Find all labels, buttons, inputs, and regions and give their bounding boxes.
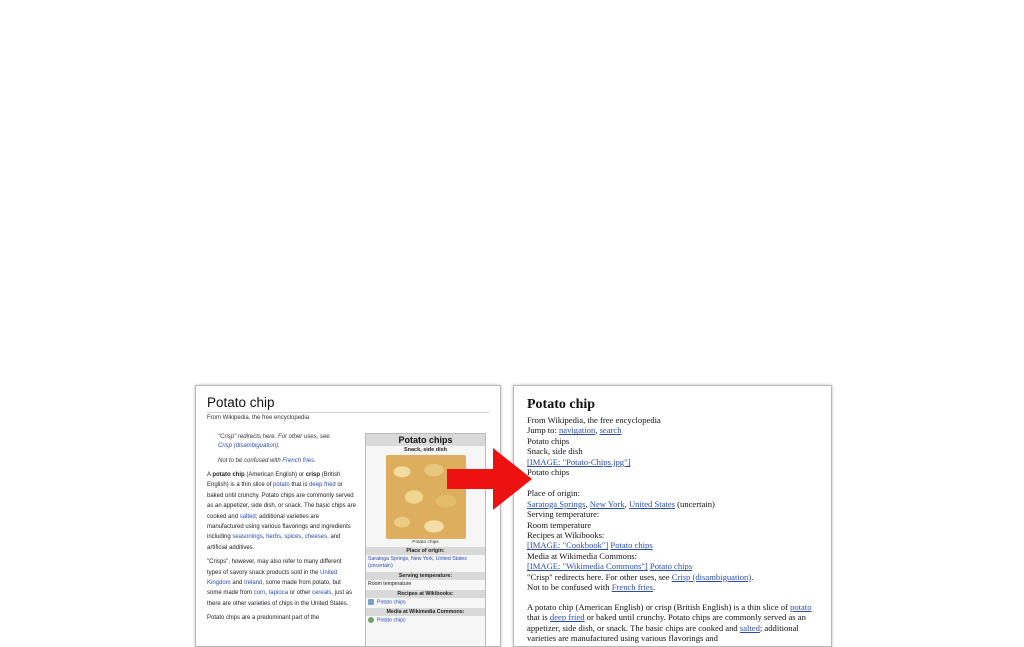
text-line xyxy=(527,551,753,561)
infobox-serving-header: Serving temperature: xyxy=(366,572,485,580)
page-subtitle: From Wikipedia, the free encyclopedia xyxy=(207,415,310,421)
inline-link[interactable]: United Kingdom xyxy=(207,569,338,587)
text-line xyxy=(527,572,753,582)
body-text: "Crisp" redirects here. For other uses, see xyxy=(527,571,672,582)
inline-link[interactable]: search xyxy=(599,425,622,436)
text-browser-panel xyxy=(513,385,832,647)
inline-link[interactable]: Potato chips xyxy=(649,561,693,572)
article-paragraph: Potato chips are a predominant part of the xyxy=(207,615,320,622)
page-title: Potato chip xyxy=(207,395,275,410)
body-text: ; additional varieties are manufactured using various flavorings and xyxy=(527,622,799,644)
infobox-media-header: Media at Wikimedia Commons: xyxy=(366,608,485,616)
body-text: or baked until crunchy. Potato chips are commonly served as an appetizer, side dish, or snack. The basic chips are cooked and xyxy=(527,612,806,633)
inline-link[interactable]: tapioca xyxy=(268,590,289,597)
body-text: (uncertain) xyxy=(675,498,715,509)
inline-link[interactable]: corn xyxy=(253,590,266,597)
text-line xyxy=(527,446,753,456)
body-text: A potato chip (American English) or crisp (British English) is a thin slice of xyxy=(527,602,791,612)
body-text: (American English) or xyxy=(244,472,306,478)
text-line xyxy=(527,415,753,425)
inline-link[interactable]: seasonings xyxy=(232,534,263,541)
body-text: Potato chips xyxy=(527,467,570,478)
bold-text: potato chip xyxy=(212,472,245,478)
right-arrow-icon xyxy=(447,448,532,510)
body-text: , xyxy=(265,590,269,597)
rendered-page-panel xyxy=(195,385,501,647)
body-text: , xyxy=(585,498,590,509)
title-divider xyxy=(207,412,489,413)
inline-link[interactable]: herbs xyxy=(266,534,282,541)
body-text: , xyxy=(595,425,600,436)
body-text: . xyxy=(751,571,754,582)
text-line xyxy=(527,509,753,519)
hatnote-redirect-text: "Crisp" redirects here. For other uses, see xyxy=(218,434,330,440)
body-text: Media at Wikimedia Commons: xyxy=(527,550,638,561)
text-line xyxy=(527,457,753,467)
body-text: that is xyxy=(289,482,310,489)
article-paragraph xyxy=(207,557,357,609)
body-text: Jump to: xyxy=(527,425,559,436)
body-text: , xyxy=(281,534,285,541)
body-text: Serving temperature: xyxy=(527,509,600,520)
text-line xyxy=(527,499,753,509)
infobox-origin-value[interactable]: Saratoga Springs, New York, United States (uncertain) xyxy=(368,556,467,569)
inline-link[interactable]: salted xyxy=(739,622,760,633)
body-text: Place of origin: xyxy=(527,488,580,499)
inline-link[interactable]: potato xyxy=(790,602,812,612)
text-line xyxy=(527,582,753,592)
text-line xyxy=(527,488,753,498)
inline-link[interactable]: spices xyxy=(284,534,302,541)
body-text: , xyxy=(262,534,267,541)
body-text: ; additional varieties are manufactured using various flavorings and ingredients including xyxy=(207,513,351,541)
text-page-title: Potato chip xyxy=(527,397,596,412)
infobox-caption: Potato chips xyxy=(412,540,439,545)
body-text: Not to be confused with xyxy=(527,582,612,593)
body-text: or baked until crunchy. Potato chips are commonly served as an appetizer, side dish, or snack. The basic chips are cooked and xyxy=(207,482,356,520)
infobox-subtitle: Snack, side dish xyxy=(403,447,448,453)
inline-link[interactable]: Crisp (disambiguation) xyxy=(671,571,752,582)
hatnote-confused-text: Not to be confused with xyxy=(218,458,281,464)
inline-link[interactable]: salted xyxy=(239,513,256,520)
text-line xyxy=(527,520,753,530)
inline-link[interactable]: potato xyxy=(273,482,290,489)
body-text: A xyxy=(207,472,213,478)
body-text: Recipes at Wikibooks: xyxy=(527,529,605,540)
recipes-link[interactable]: Potato chips xyxy=(377,599,406,606)
text-line xyxy=(527,436,753,446)
article-paragraph xyxy=(207,470,357,553)
infobox-title: Potato chips xyxy=(366,434,485,446)
body-text: Snack, side dish xyxy=(527,446,583,457)
french-fries-link[interactable]: French fries xyxy=(282,458,315,464)
inline-link[interactable]: [IMAGE: "Cookbook"] xyxy=(527,540,609,551)
inline-link[interactable]: [IMAGE: "Potato-Chips.jpg"] xyxy=(527,456,631,467)
wikibooks-icon xyxy=(368,599,374,605)
text-line xyxy=(527,425,753,435)
infobox-serving-value: Room temperature xyxy=(368,581,412,587)
body-text: Room temperature xyxy=(527,519,592,530)
inline-link[interactable]: [IMAGE: "Wikimedia Commons"] xyxy=(527,561,648,572)
text-line xyxy=(527,467,753,477)
body-text: From Wikipedia, the free encyclopedia xyxy=(527,415,661,425)
inline-link[interactable]: United States xyxy=(628,498,676,509)
text-line xyxy=(527,530,753,540)
hatnote-confused: Not to be confused with French fries. xyxy=(218,458,316,464)
body-text: , xyxy=(301,534,305,541)
body-text: (British English) is a thin slice of xyxy=(207,472,341,489)
bold-text: crisp xyxy=(305,472,321,478)
body-text: or other xyxy=(288,590,313,597)
media-link[interactable]: Potato chips xyxy=(377,617,406,624)
inline-link[interactable]: deep fried xyxy=(309,482,336,489)
infobox-recipes-header: Recipes at Wikibooks: xyxy=(366,590,485,598)
inline-link[interactable]: cheeses xyxy=(304,534,328,541)
body-text: , just as there are other varieties of chips in the United States. xyxy=(207,590,353,607)
text-line xyxy=(527,540,753,550)
body-text: and xyxy=(230,580,245,587)
body-text: , xyxy=(624,498,629,509)
inline-link[interactable]: Saratoga Springs xyxy=(527,498,586,509)
crisp-disambiguation-link[interactable]: Crisp (disambiguation) xyxy=(218,443,279,449)
body-text: , and artificial additives. xyxy=(207,534,341,551)
inline-link[interactable]: Potato chips xyxy=(610,540,653,551)
text-line xyxy=(527,561,753,571)
body-text: , some made from potato, but some made from xyxy=(207,580,341,597)
inline-link[interactable]: Ireland xyxy=(244,580,263,587)
inline-link[interactable]: New York xyxy=(589,498,625,509)
inline-link[interactable]: navigation xyxy=(559,425,596,436)
inline-link[interactable]: deep fried xyxy=(549,612,585,623)
article-body xyxy=(207,470,357,624)
infobox-media-row[interactable] xyxy=(366,616,485,625)
inline-link[interactable]: cereals xyxy=(312,590,332,597)
text-page-paragraph xyxy=(527,602,819,644)
text-line xyxy=(527,478,753,488)
hatnote-redirect: "Crisp" redirects here. For other uses, see Crisp (disambiguation). xyxy=(218,434,330,449)
body-text: . xyxy=(653,582,656,593)
inline-link[interactable]: French fries xyxy=(611,582,654,593)
text-page-lines xyxy=(527,415,753,593)
infobox-origin-header: Place of origin: xyxy=(366,547,485,555)
body-text: "Crisps", however, may also refer to many different types of savory snack products sold in the xyxy=(207,559,342,576)
body-text: that is xyxy=(527,612,550,623)
wikimedia-commons-icon xyxy=(368,617,374,623)
body-text: Potato chips xyxy=(527,435,570,446)
infobox-recipes-row[interactable] xyxy=(366,598,485,607)
